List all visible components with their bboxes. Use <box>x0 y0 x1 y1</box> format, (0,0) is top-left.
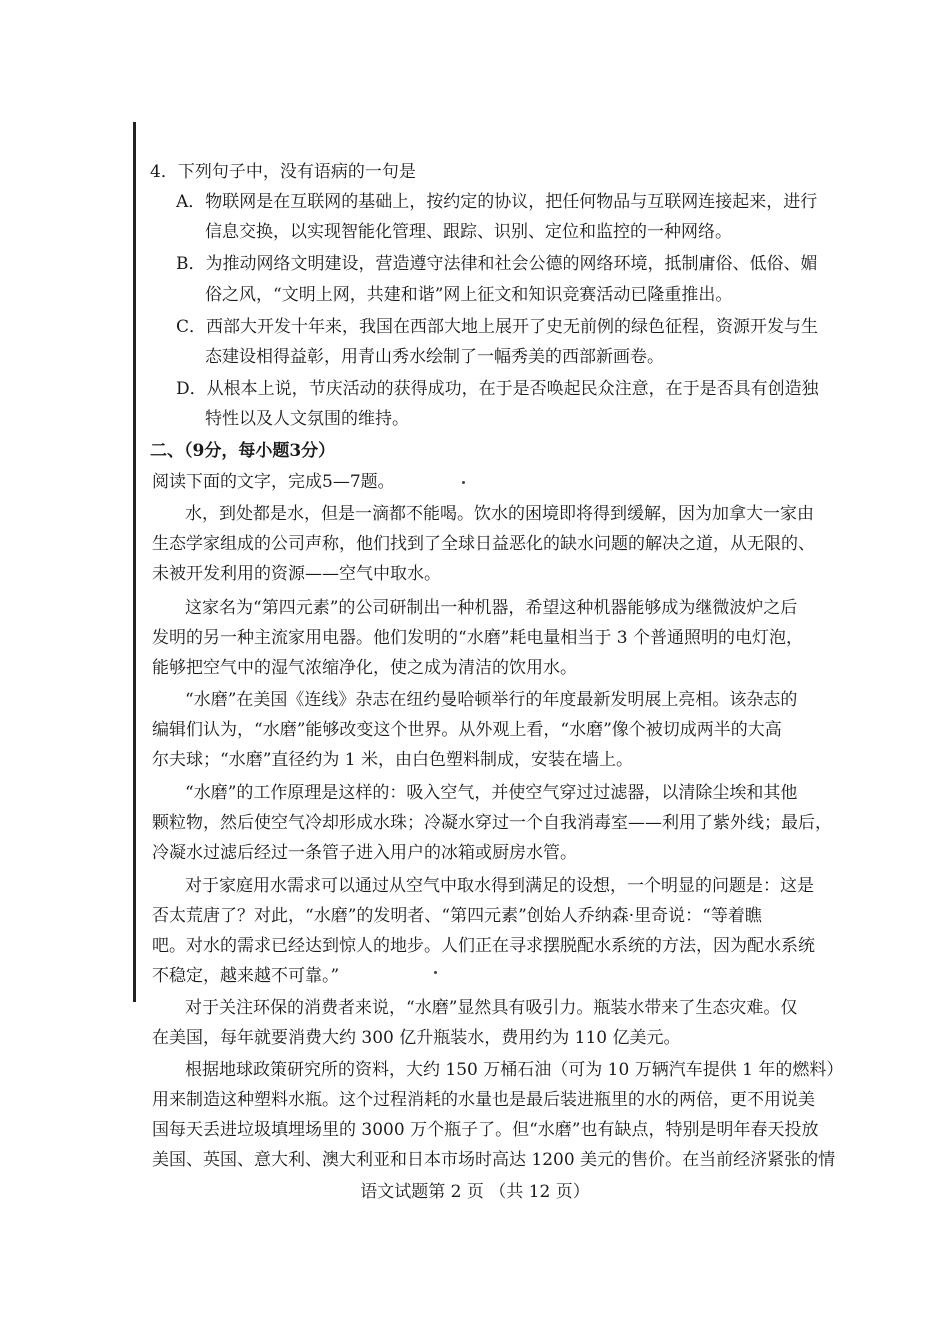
option-b: B．为推动网络文明建设，营造遵守法律和社会公德的网络环境，抵制庸俗、低俗、媚 <box>176 254 818 274</box>
passage-line: “水磨”在美国《连线》杂志在纽约曼哈顿举行的年度最新发明展上亮相。该杂志的 <box>185 690 798 710</box>
passage-line: 这家名为“第四元素”的公司研制出一种机器，希望这种机器能够成为继微波炉之后 <box>185 598 798 618</box>
passage-line: 根据地球政策研究所的资料，大约 150 万桶石油（可为 10 万辆汽车提供 1 年的燃料） <box>185 1060 844 1080</box>
passage-line: 对于关注环保的消费者来说，“水磨”显然具有吸引力。瓶装水带来了生态灾难。仅 <box>185 998 798 1018</box>
passage-line: 未被开发利用的资源——空气中取水。 <box>152 564 441 584</box>
passage-line: 在美国，每年就要消费大约 300 亿升瓶装水，费用约为 110 亿美元。 <box>152 1028 681 1048</box>
passage-line: 尔夫球；“水磨”直径约为 1 米，由白色塑料制成，安装在墙上。 <box>152 750 634 770</box>
passage-line: 冷凝水过滤后经过一条管子进入用户的冰箱或厨房水管。 <box>152 843 577 863</box>
passage-line: 颗粒物，然后使空气冷却形成水珠；冷凝水穿过一个自我消毒室——利用了紫外线；最后， <box>152 813 832 833</box>
passage-line: 生态学家组成的公司声称，他们找到了全球日益恶化的缺水问题的解决之道，从无限的、 <box>152 534 815 554</box>
binding-line <box>133 122 136 1002</box>
option-c: C．西部大开发十年来，我国在西部大地上展开了史无前例的绿色征程，资源开发与生 <box>176 317 819 337</box>
passage-line: “水磨”的工作原理是这样的：吸入空气，并使空气穿过过滤器，以清除尘埃和其他 <box>185 783 798 803</box>
scan-speck <box>462 481 465 484</box>
passage-line: 用来制造这种塑料水瓶。这个过程消耗的水量也是最后装进瓶里的水的两倍，更不用说美 <box>152 1090 815 1110</box>
scan-speck <box>434 971 437 974</box>
option-a: A．物联网是在互联网的基础上，按约定的协议，把任何物品与互联网连接起来，进行 <box>176 192 818 212</box>
option-d-cont: 特性以及人文氛围的维持。 <box>205 409 409 429</box>
passage-line: 能够把空气中的湿气浓缩净化，使之成为清洁的饮用水。 <box>152 658 577 678</box>
passage-line: 编辑们认为，“水磨”能够改变这个世界。从外观上看，“水磨”像个被切成两半的大高 <box>152 720 782 740</box>
question-4-stem: 4．下列句子中，没有语病的一句是 <box>150 162 416 182</box>
passage-line: 对于家庭用水需求可以通过从空气中取水得到满足的设想，一个明显的问题是：这是 <box>185 876 814 896</box>
passage-line: 美国、英国、意大利、澳大利亚和日本市场时高达 1200 美元的售价。在当前经济紧张的情 <box>152 1150 836 1170</box>
passage-line: 吧。对水的需求已经达到惊人的地步。人们正在寻求摆脱配水系统的方法，因为配水系统 <box>152 936 815 956</box>
section-heading: 二、（9分，每小题3分） <box>150 441 336 461</box>
option-a-cont: 信息交换，以实现智能化管理、跟踪、识别、定位和监控的一种网络。 <box>205 222 732 242</box>
section-instruction: 阅读下面的文字，完成5—7题。 <box>152 472 395 492</box>
option-b-cont: 俗之风，“文明上网，共建和谐”网上征文和知识竞赛活动已隆重推出。 <box>205 285 733 305</box>
page-footer: 语文试题第 2 页 （共 12 页） <box>360 1182 590 1202</box>
passage-line: 发明的另一种主流家用电器。他们发明的“水磨”耗电量相当于 3 个普通照明的电灯泡， <box>152 628 804 648</box>
passage-line: 否太荒唐了？对此，“水磨”的发明者、“第四元素”创始人乔纳森·里奇说：“等着瞧 <box>152 906 762 926</box>
passage-line: 不稳定，越来越不可靠。” <box>152 966 340 986</box>
passage-line: 水，到处都是水，但是一滴都不能喝。饮水的困境即将得到缓解，因为加拿大一家由 <box>185 504 814 524</box>
option-d: D．从根本上说，节庆活动的获得成功，在于是否唤起民众注意，在于是否具有创造独 <box>176 379 819 399</box>
option-c-cont: 态建设相得益彰，用青山秀水绘制了一幅秀美的西部新画卷。 <box>205 347 664 367</box>
passage-line: 国每天丢进垃圾填埋场里的 3000 万个瓶子了。但“水磨”也有缺点，特别是明年春天投放 <box>152 1120 819 1140</box>
